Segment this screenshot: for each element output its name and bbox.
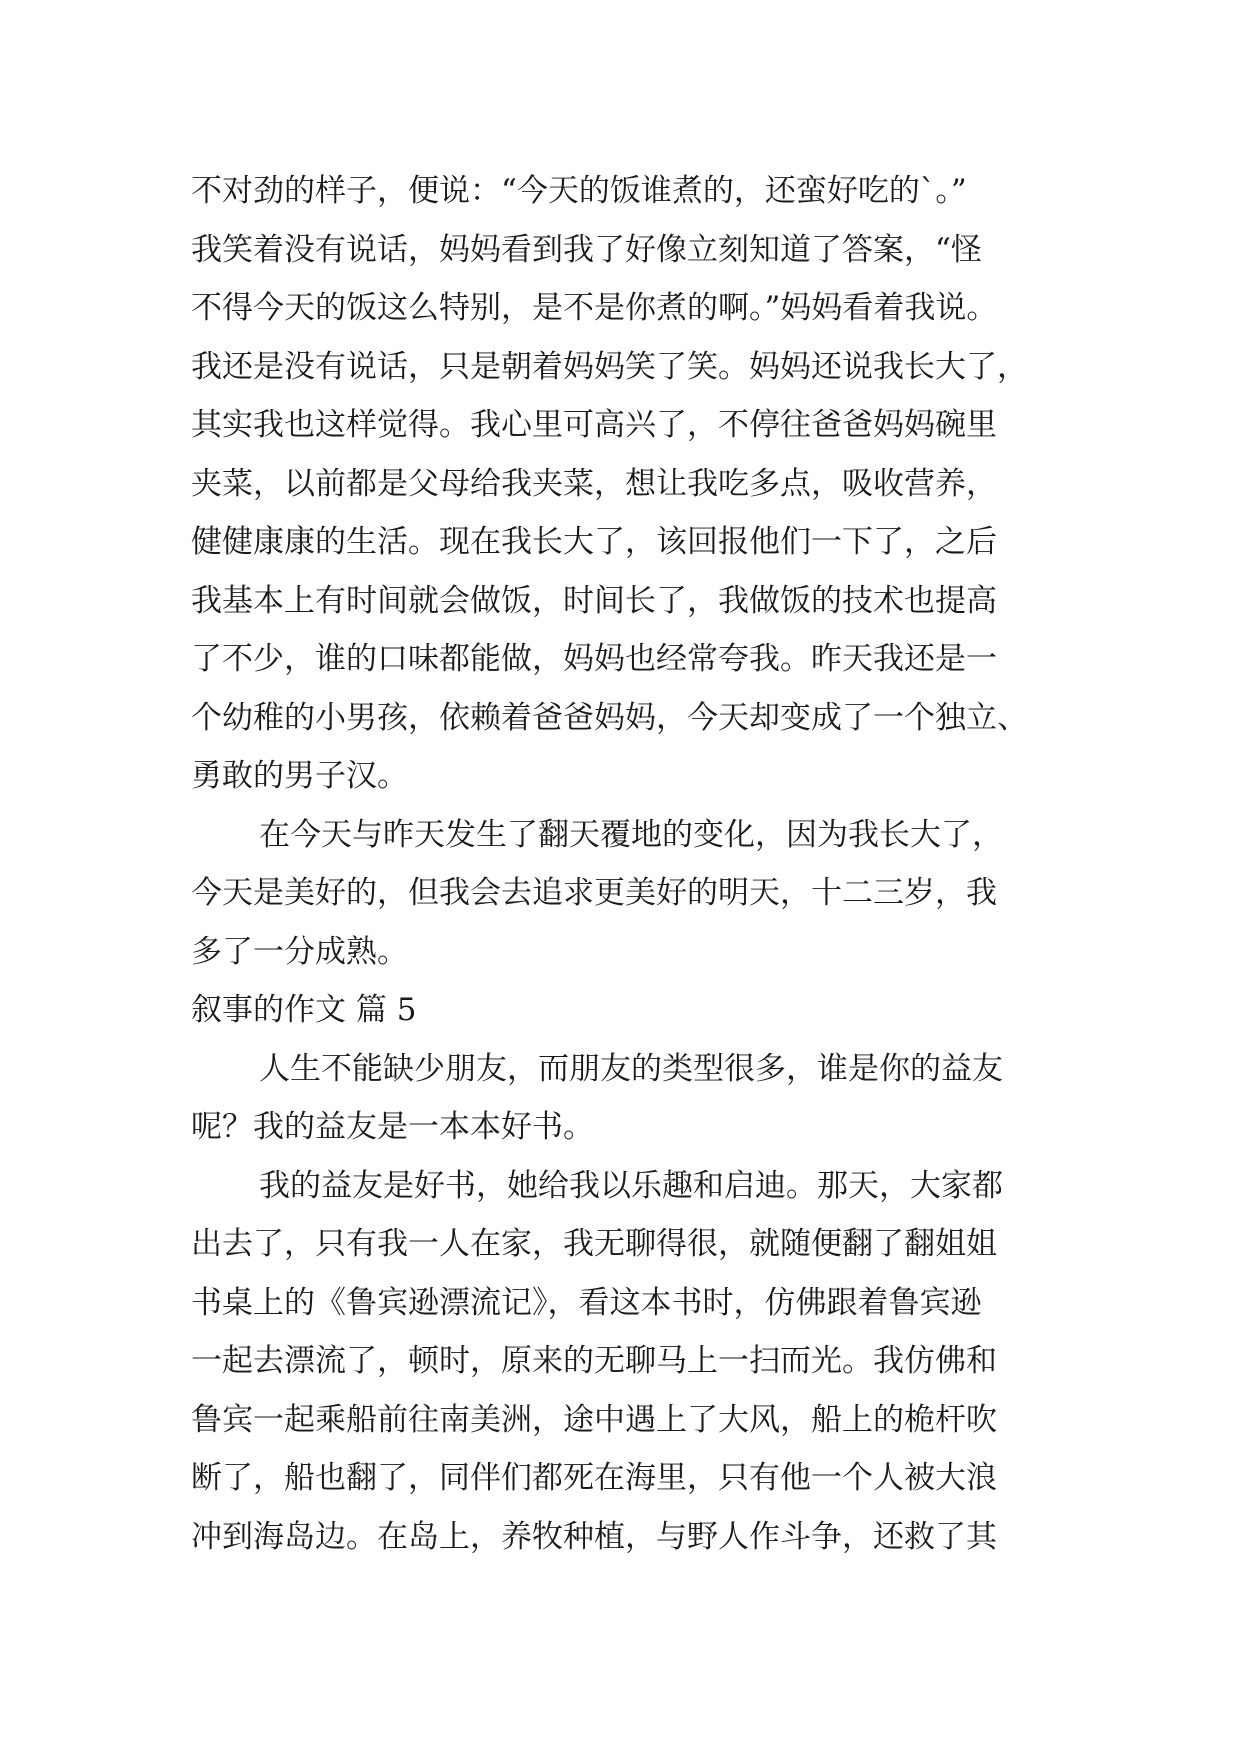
paragraph-start-line: 我的益友是好书，她给我以乐趣和启迪。那天，大家都 (259, 1167, 1003, 1204)
text-line: 书桌上的《鲁宾逊漂流记》，看这本书时，仿佛跟着鲁宾逊 (191, 1284, 982, 1321)
text-line: 不得今天的饭这么特别，是不是你煮的啊。”妈妈看着我说。 (191, 290, 998, 326)
text-line: 冲到海岛边。在岛上，养牧种植，与野人作斗争，还救了其 (191, 1518, 997, 1555)
text-line: 我基本上有时间就会做饭，时间长了，我做饭的技术也提高 (191, 582, 997, 619)
text-line: 夹菜，以前都是父母给我夹菜，想让我吃多点，吸收营养， (191, 465, 997, 502)
text-line: 勇敢的男子汉。 (191, 758, 408, 794)
text-line: 不对劲的样子，便说：“今天的饭谁煮的，还蛮好吃的`。” (191, 173, 967, 209)
text-line: 断了，船也翻了，同伴们都死在海里，只有他一个人被大浪 (191, 1460, 997, 1496)
paragraph-start-line: 在今天与昨天发生了翻天覆地的变化，因为我长大了， (259, 816, 1003, 853)
document-body (191, 162, 1071, 1566)
text-line: 呢？我的益友是一本本好书。 (191, 1109, 594, 1145)
text-line: 我笑着没有说话，妈妈看到我了好像立刻知道了答案，“怪 (191, 231, 982, 268)
text-line: 多了一分成熟。 (191, 933, 408, 970)
text-line: 出去了，只有我一人在家，我无聊得很，就随便翻了翻姐姐 (191, 1226, 997, 1262)
text-line: 了不少，谁的口味都能做，妈妈也经常夸我。昨天我还是一 (191, 641, 997, 677)
text-line: 今天是美好的，但我会去追求更美好的明天，十二三岁，我 (191, 875, 997, 911)
section-heading: 叙事的作文 篇 5 (191, 992, 417, 1028)
text-line: 其实我也这样觉得。我心里可高兴了，不停往爸爸妈妈碗里 (191, 407, 997, 443)
paragraph-start-line: 人生不能缺少朋友，而朋友的类型很多，谁是你的益友 (259, 1050, 1003, 1087)
text-line: 一起去漂流了，顿时，原来的无聊马上一扫而光。我仿佛和 (191, 1343, 997, 1379)
text-line: 鲁宾一起乘船前往南美洲，途中遇上了大风，船上的桅杆吹 (191, 1401, 997, 1438)
text-line: 个幼稚的小男孩，依赖着爸爸妈妈，今天却变成了一个独立、 (191, 699, 1028, 736)
text-line: 我还是没有说话，只是朝着妈妈笑了笑。妈妈还说我长大了， (191, 348, 1028, 385)
text-line: 健健康康的生活。现在我长大了，该回报他们一下了，之后 (191, 524, 997, 560)
